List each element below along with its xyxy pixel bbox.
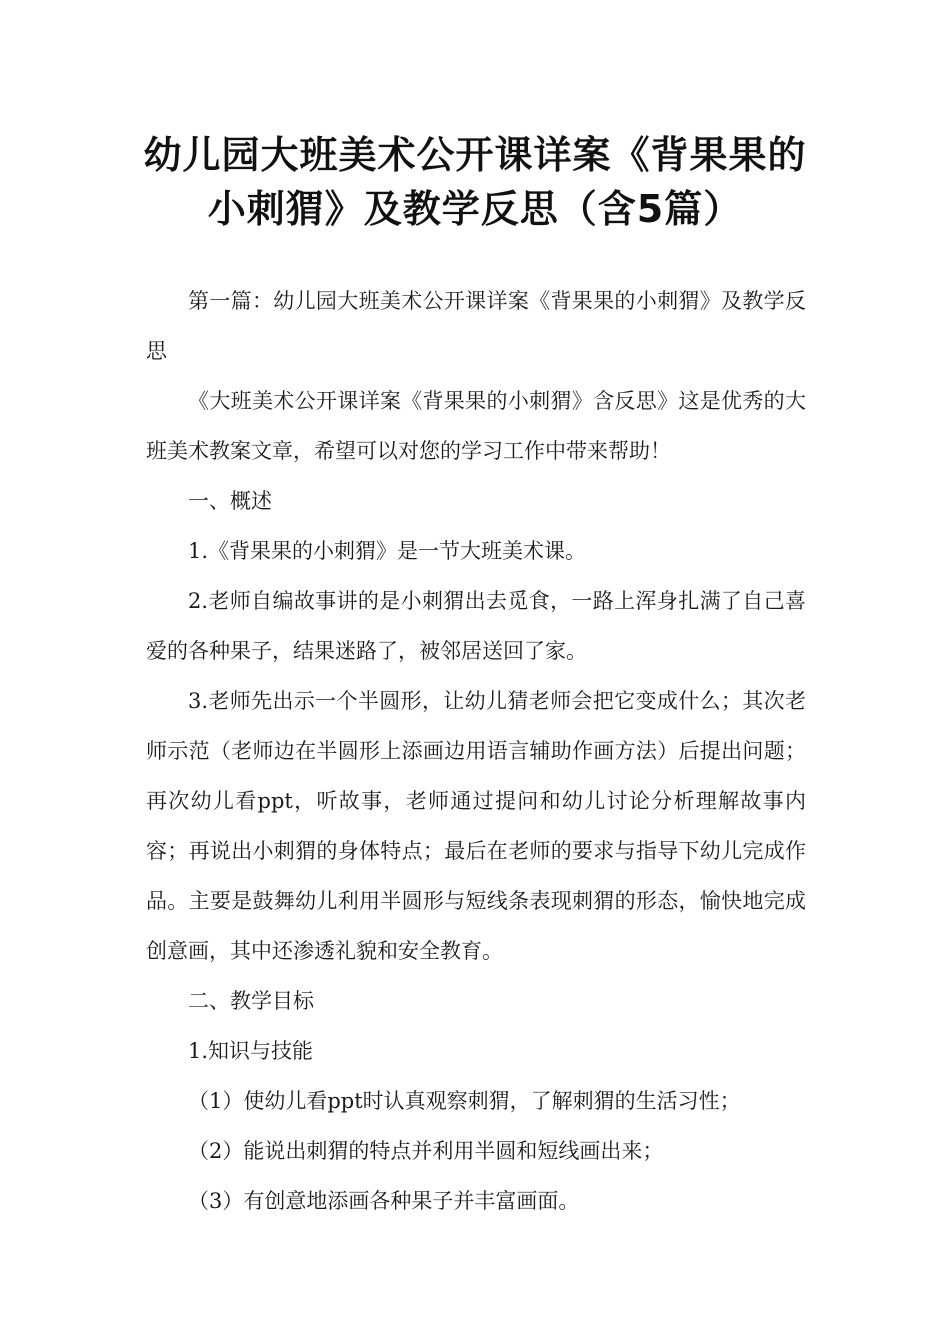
title-line-1: 幼儿园大班美术公开课详案《背果果的 [143,133,807,177]
paragraph-goals-1-c: （3）有创意地添画各种果子并丰富画面。 [188,1189,580,1213]
title-line-2: 小刺猬》及教学反思（含5篇） [207,187,743,231]
paragraph-overview-1: 1.《背果果的小刺猬》是一节大班美术课。 [188,539,587,563]
paragraph-goals-1-a: （1）使幼儿看ppt时认真观察刺猬，了解刺猬的生活习性； [188,1089,741,1113]
paragraph-intro: 《大班美术公开课详案《背果果的小刺猬》含反思》这是优秀的大班美术教案文章，希望可以对您的学习工作中带来帮助！ [146,389,806,463]
paragraph-overview-3: 3.老师先出示一个半圆形，让幼儿猜老师会把它变成什么；其次老师示范（老师边在半圆形上添画边用语言辅助作画方法）后提出问题；再次幼儿看ppt，听故事，老师通过提问和幼儿讨论分析理解故事内容；再说出小刺猬的身体特点；最后在老师的要求与指导下幼儿完成作品。主要是鼓舞幼儿利用半圆形与短线条表现刺猬的形态，愉快地完成创意画，其中还渗透礼貌和安全教育。 [146,689,806,963]
document-title [90,128,860,236]
document-body [146,276,806,1226]
paragraph-overview-heading: 一、概述 [188,489,272,513]
paragraph-goals-1-b: （2）能说出刺猬的特点并利用半圆和短线画出来； [188,1139,664,1163]
paragraph-goals-1: 1.知识与技能 [188,1039,314,1063]
paragraph-goals-heading: 二、教学目标 [188,989,314,1013]
paragraph-section-heading: 第一篇：幼儿园大班美术公开课详案《背果果的小刺猬》及教学反思 [146,289,806,363]
paragraph-overview-2: 2.老师自编故事讲的是小刺猬出去觅食，一路上浑身扎满了自己喜爱的各种果子，结果迷路了，被邻居送回了家。 [146,589,806,663]
